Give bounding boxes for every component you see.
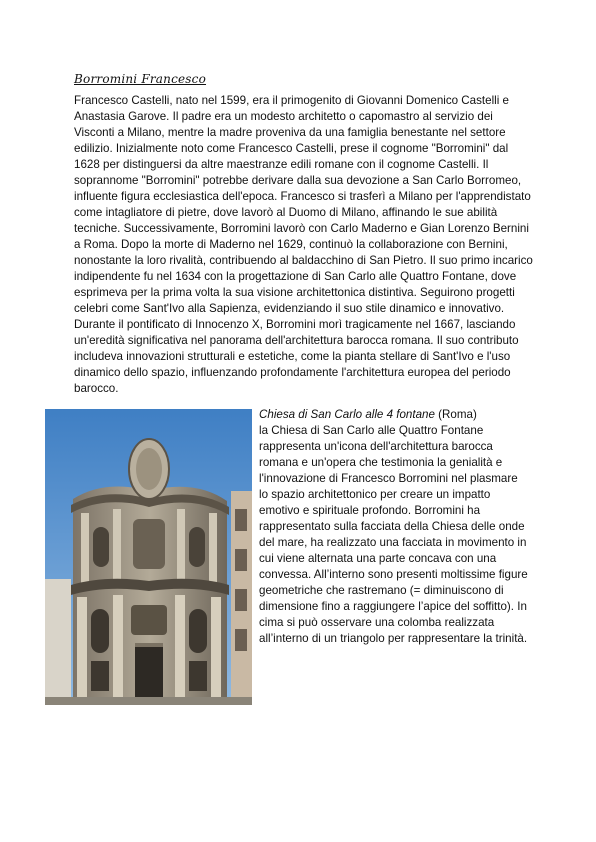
church-description bbox=[259, 407, 529, 647]
church-description-text: la Chiesa di San Carlo alle Quattro Fontane rappresenta un'icona dell'architettura barocca romana e un'opera che testimonia la genialità e l'innovazione di Francesco Borromini nel plasmare lo spazio architettonico per creare un impatto emotivo e spirituale profondo. Borromini ha rappresentato sulla facciata della Chiesa delle onde del mare, ha realizzato una facciata in movimento in cui viene alternata una parte concava con una convessa. All’interno sono presenti moltissime figure geometriche che rastremano (= diminuiscono di dimensione fino a raggiungere l’apice del soffitto). In cima si può osservare una colomba realizzata all’interno di un triangolo per rappresentare la trinità. bbox=[259, 424, 528, 645]
biography-paragraph: Francesco Castelli, nato nel 1599, era il primogenito di Giovanni Domenico Castelli e Anastasia Garove. Il padre era un modesto architetto o capomastro al servizio dei Visconti a Milano, mentre la madre proveniva da una famiglia benestante nel settore edilizio. Inizialmente noto come Francesco Castelli, prese il cognome "Borromini" dal 1628 per distinguersi da altre maestranze edili romane con il cognome Castelli. Il soprannome "Borromini" potrebbe derivare dalla sua devozione a San Carlo Borromeo, influente figura ecclesiastica dell'epoca. Francesco si trasferì a Milano per l'apprendistato come intagliatore di pietre, dove lavorò al Duomo di Milano, affinando le sue abilità tecniche. Successivamente, Borromini lavorò con Carlo Maderno e Gian Lorenzo Bernini a Roma. Dopo la morte di Maderno nel 1629, continuò la collaborazione con Bernini, nonostante la loro rivalità, contribuendo al baldacchino di San Pietro. Il suo primo incarico indipendente fu nel 1634 con la progettazione di San Carlo alle Quattro Fontane, dove esprimeva per la prima volta la sua visione architettonica distintiva. Seguirono progetti celebri come Sant'Ivo alla Sapienza, evidenziando il suo stile dinamico e innovativo. Durante il pontificato di Innocenzo X, Borromini morì tragicamente nel 1667, lasciando un'eredità significativa nel panorama dell'architettura barocca romana. Il suo contributo includeva innovazioni strutturali e estetiche, come la pianta stellare di Sant'Ivo e l'uso dinamico dello spazio, influenzando profondamente l'architettura europea del periodo barocco. bbox=[74, 94, 533, 395]
church-facade-photo bbox=[45, 409, 252, 705]
church-title: Chiesa di San Carlo alle 4 fontane bbox=[259, 408, 435, 421]
page-title: Borromini Francesco bbox=[74, 72, 207, 86]
church-location: (Roma) bbox=[434, 408, 477, 421]
